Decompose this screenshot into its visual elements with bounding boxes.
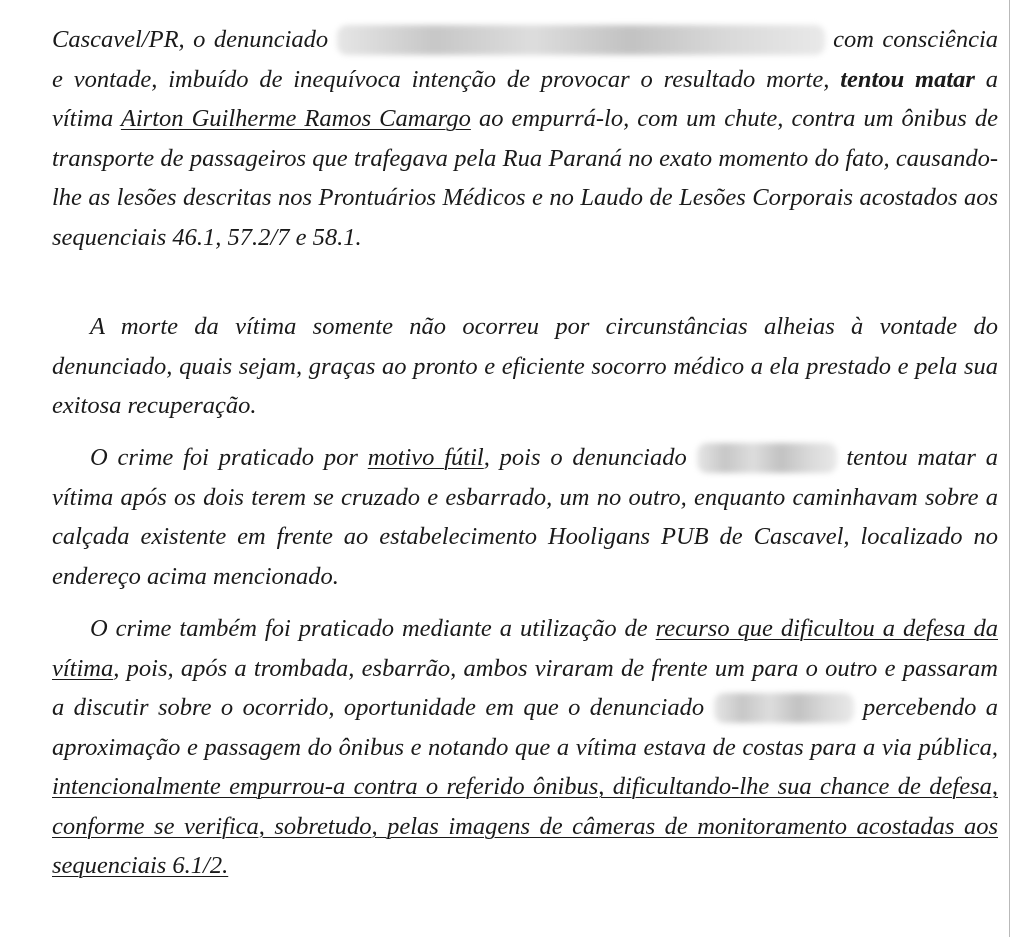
text-segment: O crime também foi praticado mediante a utilização de [90, 615, 648, 642]
redacted-name-3 [714, 693, 854, 723]
text-segment: , pois, após a trombada, esbarrão, ambos viraram de frente um para o outro e passaram a discutir sobre o ocorrido, oportunidade em que o denunciado [52, 654, 998, 721]
text-segment: O crime foi praticado por [90, 444, 358, 471]
text-segment: Cascavel/PR, o denunciado [52, 26, 329, 53]
redacted-name-2 [697, 443, 837, 473]
bold-phrase-tentou-matar: tentou matar [840, 65, 975, 93]
text-segment: A morte da vítima somente não ocorreu por circunstâncias alheias à vontade do denunciado, quais sejam, graças ao pronto e eficiente socorro médico a ela prestado e pela sua exitosa recuperação. [52, 313, 998, 419]
text-segment: , pois o denunciado [483, 444, 687, 471]
underlined-recurso: recurso que dificultou a defesa da vítima [52, 615, 998, 682]
text-segment: a vítima [52, 65, 999, 132]
underlined-motivo-futil: motivo fútil [367, 444, 484, 471]
text-segment: tentou matar a vítima após os dois terem se cruzado e esbarrado, um no outro, enquanto caminhavam sobre a calçada existente em frente ao estabelecimento Hooligans PUB de Cascavel, localizado no endereço acima mencionado. [52, 444, 999, 590]
paragraph-motive [52, 438, 998, 596]
text-segment: com consciência e vontade, imbuído de inequívoca intenção de provocar o resultado morte, [52, 26, 999, 93]
text-segment: percebendo a aproximação e passagem do ônibus e notando que a vítima estava de costas para a via pública, [52, 694, 999, 761]
underlined-evidence: intencionalmente empurrou-a contra o referido ônibus, dificultando-lhe sua chance de defesa, conforme se verifica, sobretudo, pelas imagens de câmeras de monitoramento acostadas aos sequenciais 6.1/2. [52, 773, 998, 879]
paragraph-defense [52, 609, 998, 886]
paragraph-circumstances [52, 307, 998, 426]
redacted-name-1 [337, 25, 825, 55]
paragraph-attempt [52, 20, 998, 257]
page-border [1009, 0, 1010, 937]
victim-name: Airton Guilherme Ramos Camargo [120, 105, 471, 132]
text-segment: ao empurrá-lo, com um chute, contra um ônibus de transporte de passageiros que trafegava pela Rua Paraná no exato momento do fato, causando-lhe as lesões descritas nos Prontuários Médicos e no Laudo de Lesões Corporais acostados aos sequenciais 46.1, 57.2/7 e 58.1. [52, 105, 999, 251]
